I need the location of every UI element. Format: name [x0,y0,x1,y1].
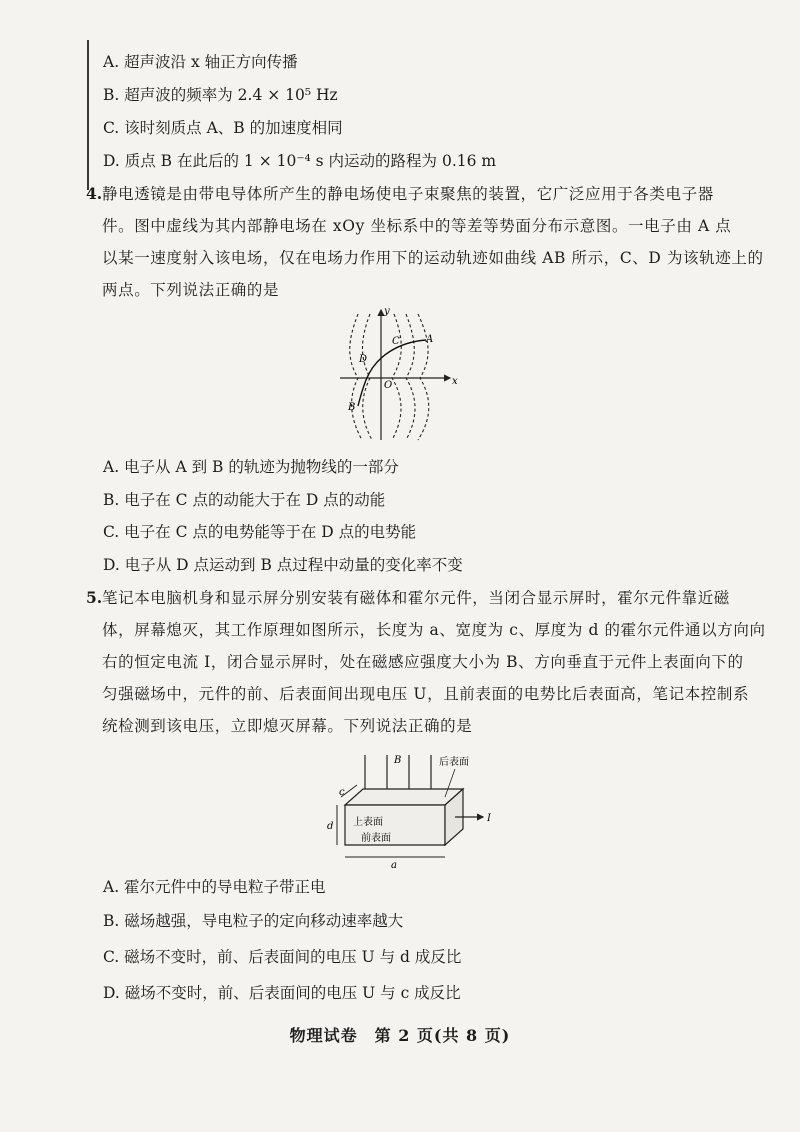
q5-stem-line-1: 笔记本电脑机身和显示屏分别安装有磁体和霍尔元件，当闭合显示屏时，霍尔元件靠近磁 [102,589,730,607]
q4-option-d: D. 电子从 D 点运动到 B 点过程中动量的变化率不变 [103,556,463,574]
q4-number: 4. [86,184,103,203]
q3-option-c: C. 该时刻质点 A、B 的加速度相同 [103,119,343,137]
q4-stem-line-2: 件。图中虚线为其内部静电场在 xOy 坐标系中的等差等势面分布示意图。一电子由 A 点 [102,217,732,235]
point-a-label: A [426,334,434,345]
q5-option-c: C. 磁场不变时，前、后表面间的电压 U 与 d 成反比 [103,948,462,966]
q4-option-c: C. 电子在 C 点的电势能等于在 D 点的电势能 [103,523,417,541]
q4-stem-line-4: 两点。下列说法正确的是 [102,281,280,299]
equipotential-line [350,314,362,440]
q5-option-a: A. 霍尔元件中的导电粒子带正电 [103,878,326,896]
y-axis-label: y [384,306,390,317]
field-b-label: B [394,755,402,766]
q4-stem-line-3: 以某一速度射入该电场，仅在电场力作用下的运动轨迹如曲线 AB 所示，C、D 为该轨迹上的 [102,249,764,267]
q5-stem-line-5: 统检测到该电压，立即熄灭屏幕。下列说法正确的是 [102,717,473,735]
electrostatic-lens-figure [320,300,480,450]
page-footer: 物理试卷 第 2 页(共 8 页) [289,1026,511,1045]
q5-stem-line-4: 匀强磁场中，元件的前、后表面间出现电压 U，且前表面的电势比后表面高，笔记本控制系 [102,685,750,703]
q5-stem-line-3: 右的恒定电流 I，闭合显示屏时，处在磁感应强度大小为 B、方向垂直于元件上表面向下的 [102,653,744,671]
x-axis-label: x [452,376,458,387]
back-face-label: 后表面 [439,757,469,768]
q5-number: 5. [86,588,103,607]
q5-option-d: D. 磁场不变时，前、后表面间的电压 U 与 c 成反比 [103,984,461,1002]
length-a-label: a [391,860,397,870]
q3-option-b: B. 超声波的频率为 2.4 × 10⁵ Hz [103,86,338,104]
margin-rule [87,40,89,190]
q4-option-b: B. 电子在 C 点的动能大于在 D 点的动能 [103,491,386,509]
equipotential-line [418,314,429,440]
q4-option-a: A. 电子从 A 到 B 的轨迹为抛物线的一部分 [103,458,399,476]
current-i-label: I [487,813,491,824]
equipotential-line [406,314,415,440]
thickness-d-label: d [327,821,334,832]
equipotential-line [392,314,401,440]
q5-stem-line-2: 体，屏幕熄灭，其工作原理如图所示，长度为 a、宽度为 c、厚度为 d 的霍尔元件通以方向向 [102,621,766,639]
q3-option-a: A. 超声波沿 x 轴正方向传播 [103,53,298,71]
origin-label: O [384,380,393,391]
point-b-label: B [348,402,356,413]
top-face-label: 上表面 [353,817,383,828]
q4-stem-line-1: 静电透镜是由带电导体所产生的静电场使电子束聚焦的装置，它广泛应用于各类电子器 [102,185,714,203]
front-face-label: 前表面 [361,833,391,844]
point-d-label: D [359,354,368,365]
width-c-label: c [339,787,345,798]
hall-element-figure [305,745,505,870]
point-c-label: C [392,336,400,347]
q5-option-b: B. 磁场越强，导电粒子的定向移动速率越大 [103,912,404,930]
q3-option-d: D. 质点 B 在此后的 1 × 10⁻⁴ s 内运动的路程为 0.16 m [103,152,497,170]
